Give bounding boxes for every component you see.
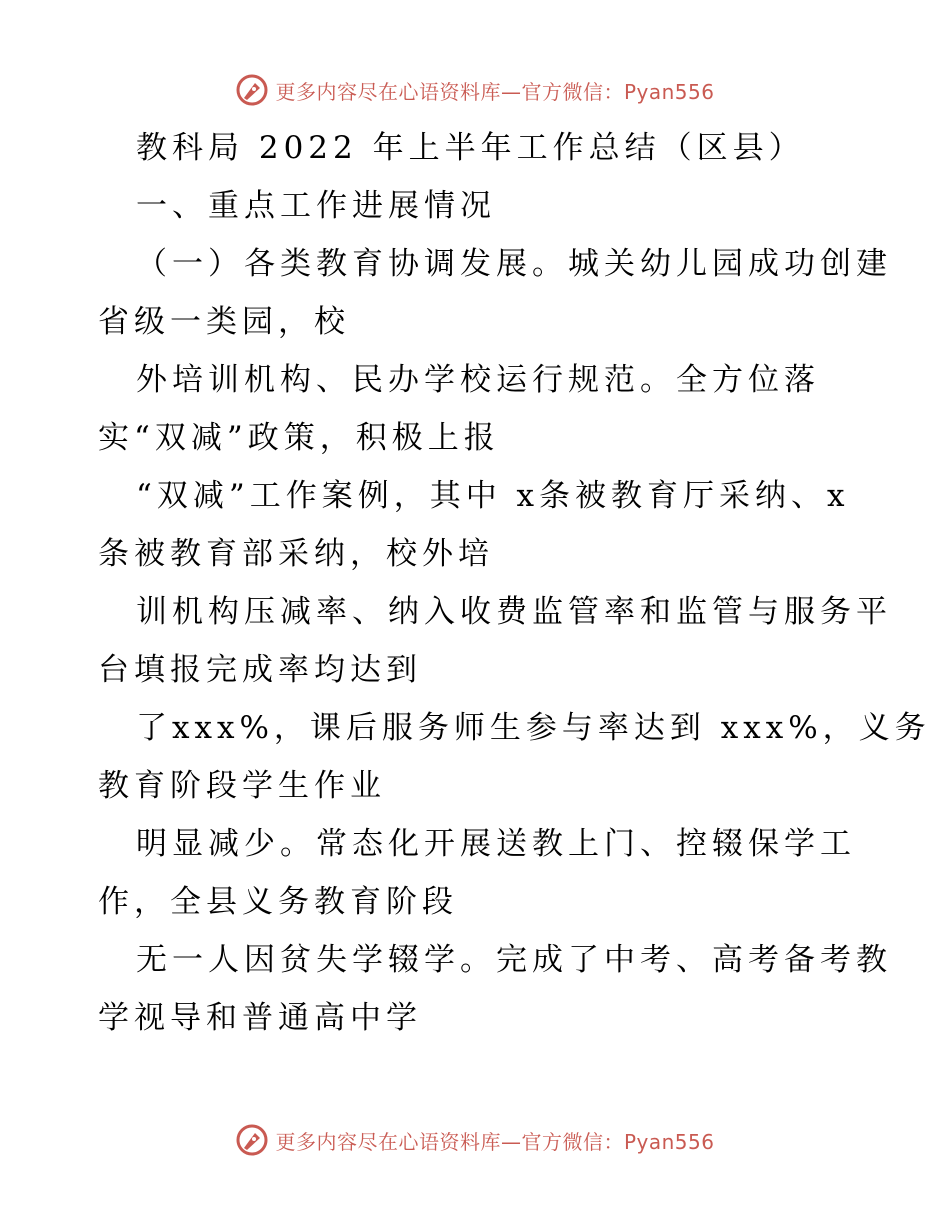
footer-watermark: [0, 1120, 950, 1160]
paragraph-line: 外培训机构、民办学校运行规范。全方位落: [136, 362, 820, 398]
paragraph-line: 条被教育部采纳，校外培: [98, 536, 494, 572]
section-heading: 一、重点工作进展情况: [136, 188, 496, 224]
paragraph-line: 训机构压减率、纳入收费监管率和监管与服务平: [136, 594, 892, 630]
paragraph-line: 作，全县义务教育阶段: [98, 884, 458, 920]
paragraph-line: 明显减少。常态化开展送教上门、控辍保学工: [136, 826, 856, 862]
header-watermark-text: 更多内容尽在心语资料库—官方微信：Pyan556: [275, 79, 715, 104]
pen-nib-logo-icon: [235, 1123, 269, 1157]
paragraph-line: “双减”工作案例，其中 x条被教育厅采纳、x: [136, 478, 850, 514]
paragraph-line: 省级一类园，校: [98, 304, 350, 340]
paragraph-line: 学视导和普通高中学: [98, 1000, 422, 1036]
document-title: 教科局 2022 年上半年工作总结（区县）: [136, 130, 805, 166]
footer-watermark-text: 更多内容尽在心语资料库—官方微信：Pyan556: [275, 1129, 715, 1154]
footer-watermark-inner: [235, 1123, 714, 1157]
paragraph-line: 实“双减”政策，积极上报: [98, 420, 500, 456]
paragraph-line: 了xxx%，课后服务师生参与率达到 xxx%，义务: [136, 710, 931, 746]
paragraph-line: 无一人因贫失学辍学。完成了中考、高考备考教: [136, 942, 892, 978]
paragraph-line: （一）各类教育协调发展。城关幼儿园成功创建: [136, 246, 892, 282]
paragraph-line: 教育阶段学生作业: [98, 768, 386, 804]
paragraph-line: 台填报完成率均达到: [98, 652, 422, 688]
